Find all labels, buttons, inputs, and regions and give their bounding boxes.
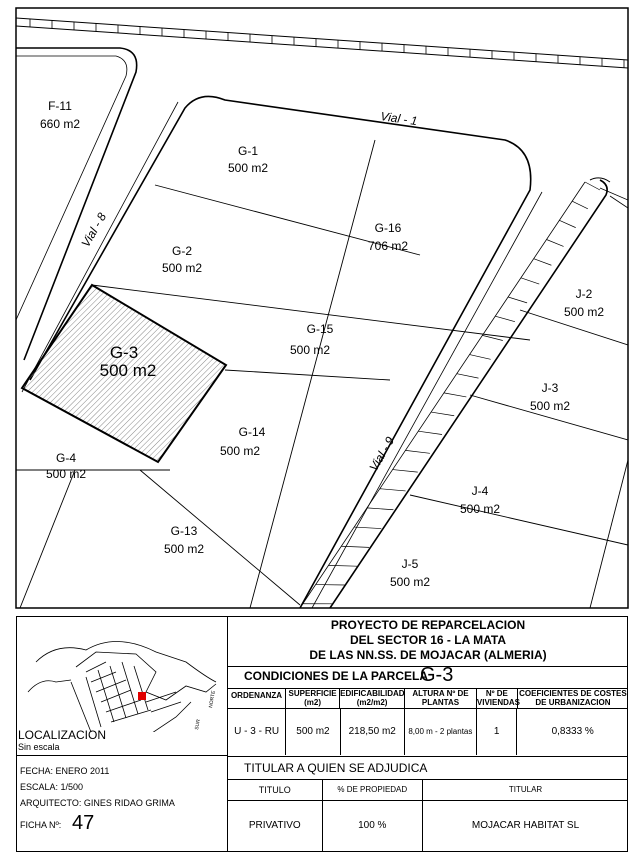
parcel-id: G-16 [374, 221, 402, 235]
parcel-area: 500 m2 [45, 467, 87, 481]
parcel-id: J-3 [541, 381, 559, 395]
parcel-id: G-4 [55, 451, 77, 465]
col-header: ALTURA Nº DE PLANTAS [405, 689, 477, 708]
parcel-id: J-2 [575, 287, 593, 301]
location-box [16, 616, 228, 756]
location-subtitle: Sin escala [18, 742, 60, 752]
parcel-id: F-11 [48, 99, 72, 113]
titular-col-header: TITULO [228, 780, 323, 800]
titular-title: TITULAR A QUIEN SE ADJUDICA [244, 761, 428, 775]
project-line2: DEL SECTOR 16 - LA MATA [349, 633, 506, 647]
parcel-area: 500 m2 [389, 575, 431, 589]
titular-box [228, 756, 628, 852]
conditions-header [228, 666, 628, 686]
location-marker [138, 692, 146, 700]
conditions-table [228, 688, 628, 756]
titular-titulo: PRIVATIVO [228, 801, 323, 851]
parcel-area: 500 m2 [161, 261, 203, 275]
parcel-area: 500 m2 [219, 444, 261, 458]
road-label-vial9: Vial - 9 [366, 434, 398, 474]
col-header: SUPERFICIE (m2) [286, 689, 340, 708]
info-ficha-label: FICHA Nº: [20, 820, 62, 830]
project-line3: DE LAS NN.SS. DE MOJACAR (ALMERIA) [309, 648, 547, 662]
highlight-parcel-id: G-3 [109, 343, 139, 362]
col-header: EDIFICABILIDAD (m2/m2) [340, 689, 405, 707]
conditions-table-row [228, 709, 628, 755]
col-header: ORDENANZA [228, 689, 286, 708]
info-ficha-number: 47 [72, 812, 95, 834]
titular-col-header: TITULAR [508, 785, 543, 794]
info-arquitecto: ARQUITECTO: GINES RIDAO GRIMA [20, 798, 175, 808]
info-fecha: FECHA: ENERO 2011 [20, 766, 110, 776]
parcel-id: J-4 [471, 484, 489, 498]
parcel-id: G-2 [171, 244, 193, 258]
titular-nombre: MOJACAR HABITAT SL [471, 820, 580, 831]
cell-altura: 8,00 m - 2 plantas [405, 709, 477, 755]
parcel-id: G-1 [237, 144, 259, 158]
highlight-parcel-area: 500 m2 [99, 361, 157, 380]
info-escala: ESCALA: 1/500 [20, 782, 84, 792]
sur-label: SUR [194, 718, 202, 731]
parcel-id: G-13 [170, 524, 198, 538]
conditions-table-header [228, 689, 628, 709]
titular-data-row [228, 801, 628, 851]
road-label-vial8: Vial - 8 [78, 210, 110, 250]
parcel-area: 500 m2 [563, 305, 605, 319]
col-header: Nº DE VIVIENDAS [476, 689, 521, 707]
cell-viviendas: 1 [477, 709, 518, 755]
project-title [228, 618, 628, 663]
parcel-area: 706 m2 [367, 239, 409, 253]
road-label-vial1: Vial - 1 [379, 109, 419, 129]
col-header: COEFICIENTES DE COSTES DE URBANIZACION [519, 689, 627, 707]
cell-ordenanza: U - 3 - RU [228, 709, 286, 755]
cell-superficie: 500 m2 [286, 709, 340, 755]
parcel-area: 500 m2 [289, 343, 331, 357]
info-box [16, 756, 228, 852]
location-title: LOCALIZACION [18, 728, 107, 742]
north-label: NORTE [208, 690, 217, 709]
titular-col-header: % DE PROPIEDAD [323, 780, 424, 800]
parcel-area: 500 m2 [227, 161, 269, 175]
conditions-parcel: G-3 [420, 664, 454, 686]
project-line1: PROYECTO DE REPARCELACION [330, 618, 526, 632]
conditions-title: CONDICIONES DE LA PARCELA [244, 669, 429, 683]
parcel-id: G-15 [306, 322, 334, 336]
parcel-area: 500 m2 [529, 399, 571, 413]
parcel-area: 500 m2 [459, 502, 501, 516]
titular-header-row [228, 779, 628, 801]
parcel-area: 660 m2 [39, 117, 81, 131]
location-map [16, 622, 226, 732]
parcel-id: J-5 [401, 557, 419, 571]
cell-edificabilidad: 218,50 m2 [341, 709, 405, 755]
parcel-id: G-14 [238, 425, 266, 439]
titular-propiedad: 100 % [323, 801, 424, 851]
parcel-area: 500 m2 [163, 542, 205, 556]
cell-coeficiente: 0,8333 % [551, 726, 594, 737]
